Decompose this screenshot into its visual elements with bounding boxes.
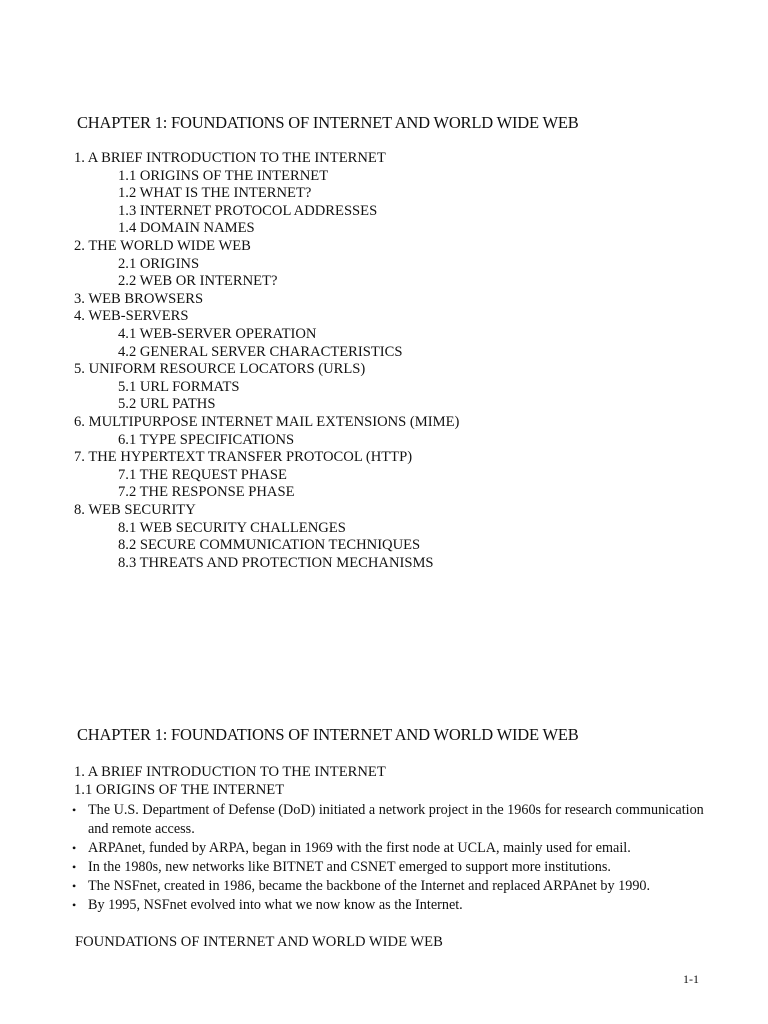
toc-section-entry: 3. WEB BROWSERS — [74, 290, 204, 307]
toc-subsection-entry: 1.1 ORIGINS OF THE INTERNET — [118, 167, 329, 184]
bullet-text: By 1995, NSFnet evolved into what we now know as the Internet. — [88, 897, 463, 913]
toc-subsection-entry: 7.1 THE REQUEST PHASE — [118, 466, 287, 483]
bullet-dot-icon: • — [72, 803, 77, 817]
subsection-heading: 1.1 ORIGINS OF THE INTERNET — [74, 782, 285, 798]
bullet-text: ARPAnet, funded by ARPA, began in 1969 with the first node at UCLA, mainly used for email. — [88, 840, 631, 856]
chapter-title: CHAPTER 1: FOUNDATIONS OF INTERNET AND WORLD WIDE WEB — [77, 725, 579, 744]
section-heading: 1. A BRIEF INTRODUCTION TO THE INTERNET — [74, 764, 386, 780]
bullet-list — [70, 801, 710, 915]
bullet-item — [70, 839, 710, 858]
toc-subsection-entry: 1.3 INTERNET PROTOCOL ADDRESSES — [118, 202, 378, 219]
toc-subsection-entry: 6.1 TYPE SPECIFICATIONS — [118, 431, 295, 448]
running-footer-title: FOUNDATIONS OF INTERNET AND WORLD WIDE WEB — [75, 934, 443, 950]
toc-subsection-entry: 5.1 URL FORMATS — [118, 378, 240, 395]
toc-subsection-entry: 5.2 URL PATHS — [118, 396, 216, 413]
page-number: 1-1 — [683, 972, 699, 986]
bullet-item — [70, 858, 710, 877]
toc-subsection-entry: 4.2 GENERAL SERVER CHARACTERISTICS — [118, 343, 403, 360]
toc-subsection-entry: 8.2 SECURE COMMUNICATION TECHNIQUES — [118, 537, 421, 554]
toc-section-entry: 8. WEB SECURITY — [74, 502, 196, 518]
toc-section-entry: 7. THE HYPERTEXT TRANSFER PROTOCOL (HTTP) — [74, 449, 413, 466]
bullet-dot-icon: • — [72, 841, 77, 855]
toc-section-entry: 6. MULTIPURPOSE INTERNET MAIL EXTENSIONS (MIME) — [74, 414, 460, 430]
bullet-dot-icon: • — [72, 879, 77, 893]
toc-subsection-entry: 8.1 WEB SECURITY CHALLENGES — [118, 519, 346, 536]
toc-subsection-entry: 1.2 WHAT IS THE INTERNET? — [118, 185, 312, 202]
bullet-dot-icon: • — [72, 860, 77, 874]
toc-subsection-entry: 1.4 DOMAIN NAMES — [118, 220, 255, 237]
toc-chapter-title: CHAPTER 1: FOUNDATIONS OF INTERNET AND WORLD WIDE WEB — [77, 113, 579, 132]
toc-subsection-entry: 4.1 WEB-SERVER OPERATION — [118, 326, 317, 342]
toc-section-entry: 2. THE WORLD WIDE WEB — [74, 238, 251, 254]
toc-subsection-entry: 2.1 ORIGINS — [118, 255, 200, 272]
bullet-text: The NSFnet, created in 1986, became the backbone of the Internet and replaced ARPAnet by 1990. — [88, 878, 651, 894]
toc-subsection-entry: 7.2 THE RESPONSE PHASE — [118, 484, 295, 501]
toc-section-entry: 1. A BRIEF INTRODUCTION TO THE INTERNET — [74, 150, 386, 166]
bullet-item — [70, 877, 710, 896]
bullet-item — [70, 896, 710, 915]
toc-section-entry: 5. UNIFORM RESOURCE LOCATORS (URLS) — [74, 361, 366, 378]
bullet-dot-icon: • — [72, 898, 77, 912]
toc-subsection-entry: 8.3 THREATS AND PROTECTION MECHANISMS — [118, 554, 434, 571]
toc-subsection-entry: 2.2 WEB OR INTERNET? — [118, 273, 278, 290]
bullet-text: In the 1980s, new networks like BITNET and CSNET emerged to support more institutions. — [88, 859, 611, 875]
bullet-item — [70, 801, 710, 839]
toc-section-entry: 4. WEB-SERVERS — [74, 308, 189, 325]
bullet-text: The U.S. Department of Defense (DoD) initiated a network project in the 1960s for research communication and remote access. — [88, 802, 704, 837]
